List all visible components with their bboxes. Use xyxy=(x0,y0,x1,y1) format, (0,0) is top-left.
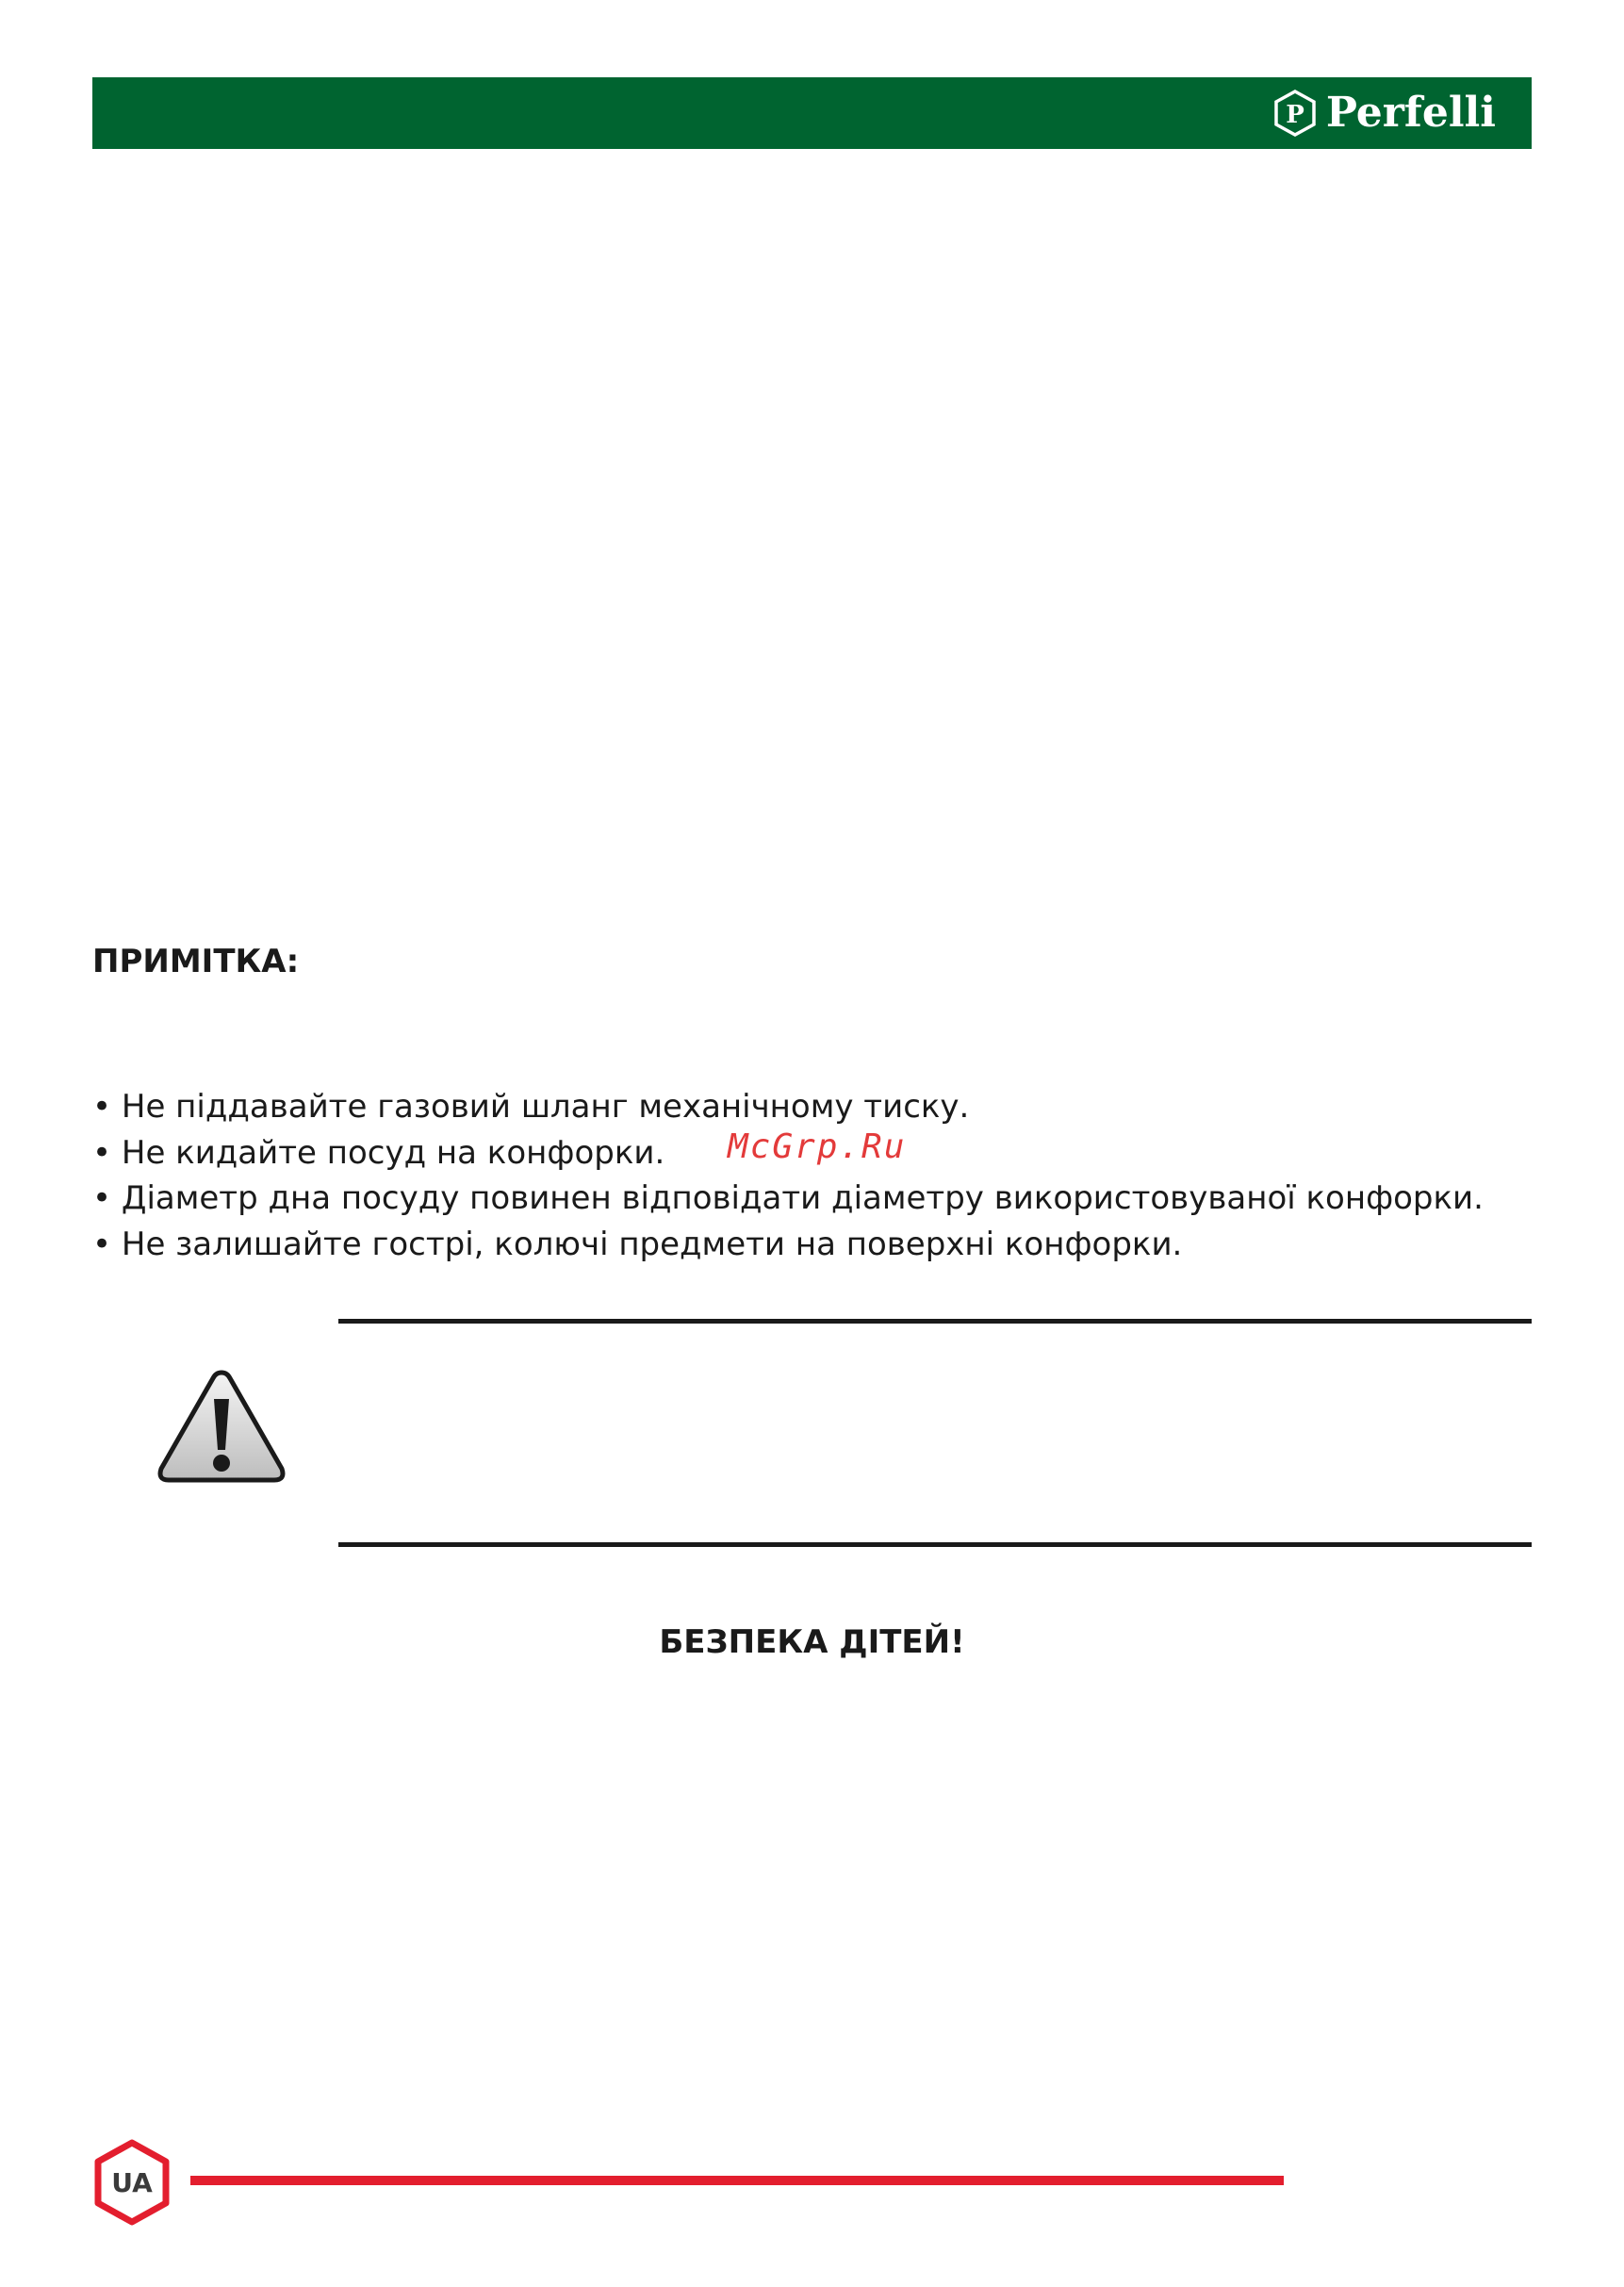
header-bar xyxy=(92,77,1532,149)
svg-text:P: P xyxy=(1286,101,1304,129)
divider-top xyxy=(338,1319,1532,1324)
list-item: • Діаметр дна посуду повинен відповідати діаметру використовуваної конфорки. xyxy=(92,1176,1484,1222)
list-item: • Не піддавайте газовий шланг механічному тиску. xyxy=(92,1084,1484,1130)
list-item: • Не кидайте посуд на конфорки. xyxy=(92,1130,1484,1176)
brand-name: Perfelli xyxy=(1325,89,1496,137)
bullet-list xyxy=(92,1084,1484,1267)
watermark: McGrp.Ru xyxy=(728,1127,907,1166)
child-safety-title: БЕЗПЕКА ДІТЕЙ! xyxy=(659,1623,965,1661)
language-badge: UA xyxy=(111,2166,153,2198)
warning-triangle-icon xyxy=(156,1367,287,1486)
note-title: ПРИМІТКА: xyxy=(92,943,300,980)
list-item: • Не залишайте гострі, колючі предмети на поверхні конфорки. xyxy=(92,1222,1484,1268)
perfelli-p-hexagon-icon xyxy=(1271,89,1319,138)
divider-bottom xyxy=(338,1542,1532,1547)
brand-logo xyxy=(1271,89,1496,138)
footer-accent-line xyxy=(190,2176,1284,2185)
